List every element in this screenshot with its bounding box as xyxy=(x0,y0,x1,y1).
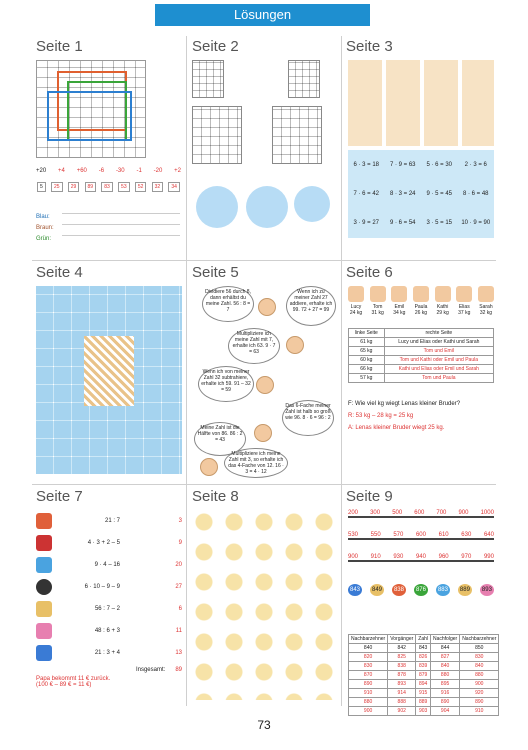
table-header: linke Seite xyxy=(349,329,385,338)
legend-rows xyxy=(62,212,180,246)
table-cell: 66 kg xyxy=(349,365,385,374)
result-box: 89 xyxy=(85,182,97,192)
number-line xyxy=(348,516,494,524)
list-item xyxy=(36,532,182,554)
table-cell: 61 kg xyxy=(349,338,385,347)
child-weight: 34 kg xyxy=(393,310,406,316)
math-cell: 7 · 9 = 63 xyxy=(389,161,416,168)
math-cell: 7 · 6 = 42 xyxy=(353,190,380,197)
shirt-icon xyxy=(36,645,52,661)
speech-bubble: Das 6-Fache meiner Zahl ist halb so groß wie 96. 8 · 6 = 96 : 2 xyxy=(282,400,334,436)
math-cell: 8 · 6 = 48 xyxy=(462,190,489,197)
child-icon xyxy=(391,286,407,302)
child-card xyxy=(456,286,472,316)
table-cell: 820 xyxy=(349,653,388,662)
gift-icon xyxy=(36,623,52,639)
nl-value: 910 xyxy=(370,554,381,560)
nl-value: 500 xyxy=(392,510,403,516)
op: -30 xyxy=(115,168,125,174)
table-row xyxy=(349,662,499,671)
balloon: 889 xyxy=(458,584,472,596)
child-icon xyxy=(478,286,494,302)
op: -20 xyxy=(153,168,163,174)
number-lines xyxy=(348,510,494,566)
pencil-icon xyxy=(36,557,52,573)
star-puzzles xyxy=(192,510,338,700)
table-cell: 880 xyxy=(349,698,388,707)
speech-bubble: Multipliziere ich meine Zahl mit 3, so erhalte ich das 4-Fache von 12. 16 · 3 = 4 · 12 xyxy=(224,448,288,478)
child-weight: 26 kg xyxy=(414,310,428,316)
table-header: Nachbarzehner xyxy=(349,635,388,644)
table-cell: 915 xyxy=(416,689,431,698)
child-weight: 29 kg xyxy=(436,310,449,316)
child-name: Paula xyxy=(414,304,428,310)
child-face xyxy=(258,298,276,316)
table-cell: 825 xyxy=(388,653,416,662)
legend-blau: Blau: xyxy=(36,214,50,220)
calculation: R: 53 kg – 28 kg = 25 kg xyxy=(348,413,414,419)
total-row xyxy=(36,664,182,676)
expression: 6 · 10 – 9 – 9 xyxy=(84,584,120,590)
table-cell: 889 xyxy=(416,698,431,707)
section-title: Seite 7 xyxy=(36,488,83,505)
question: F: Wie viel kg wiegt Lenas kleiner Bruder? xyxy=(348,401,461,407)
table-header: Nachbarzehner xyxy=(460,635,499,644)
results-row xyxy=(36,181,181,193)
table-cell: 830 xyxy=(460,653,499,662)
shopping-list xyxy=(36,510,182,688)
op: -1 xyxy=(136,168,142,174)
number-maze xyxy=(36,60,146,158)
solutions-grid xyxy=(32,36,497,714)
section-title: Seite 8 xyxy=(192,488,239,505)
child-weight: 32 kg xyxy=(479,310,493,316)
maze-path xyxy=(47,91,132,141)
nl-value: 900 xyxy=(458,510,469,516)
expression: 56 : 7 – 2 xyxy=(94,606,120,612)
table-cell: 910 xyxy=(349,689,388,698)
op: +20 xyxy=(36,168,47,174)
nl-value: 700 xyxy=(436,510,447,516)
child-card xyxy=(435,286,451,316)
table-row xyxy=(349,653,499,662)
child-name: Kathi xyxy=(436,304,449,310)
table-cell: 878 xyxy=(388,671,416,680)
table-cell: 893 xyxy=(388,680,416,689)
result-box: 53 xyxy=(118,182,130,192)
child-weight: 37 kg xyxy=(458,310,471,316)
balloon: 893 xyxy=(480,584,494,596)
table-cell: 880 xyxy=(431,671,460,680)
child-face xyxy=(286,336,304,354)
result: 11 xyxy=(175,628,182,634)
op: +2 xyxy=(174,168,181,174)
nl-value: 610 xyxy=(438,532,449,538)
nl-value: 900 xyxy=(348,554,359,560)
section-title: Seite 5 xyxy=(192,264,239,281)
speech-bubble: Meine Zahl ist die Hälfte von 86. 86 : 2 = 43 xyxy=(194,422,246,456)
nl-value: 970 xyxy=(461,554,472,560)
math-cell: 3 · 5 = 15 xyxy=(426,220,453,227)
expression: 21 : 7 xyxy=(104,518,120,524)
section-title: Seite 3 xyxy=(346,38,393,55)
table-cell: 916 xyxy=(431,689,460,698)
table-cell: 890 xyxy=(349,680,388,689)
math-cell: 5 · 6 = 30 xyxy=(426,161,453,168)
child-name: Emil xyxy=(394,304,405,310)
child-card xyxy=(370,286,386,316)
table-cell: 844 xyxy=(431,644,460,653)
legend-gruen: Grün: xyxy=(36,236,52,242)
sudoku-small xyxy=(192,60,224,98)
math-cell: 6 · 3 = 18 xyxy=(353,161,380,168)
nl-value: 600 xyxy=(414,510,425,516)
table-cell: 840 xyxy=(460,662,499,671)
result-box: 25 xyxy=(51,182,63,192)
number-wheel xyxy=(196,186,238,228)
neighbor-table xyxy=(348,634,499,716)
balloons xyxy=(348,584,494,596)
multiplication-grid xyxy=(348,150,494,238)
speech-bubble: Wenn ich von meiner Zahl 32 subtrahiere, erhalte ich 59. 91 – 32 = 59 xyxy=(198,366,254,402)
nl-value: 530 xyxy=(348,532,359,538)
child-card xyxy=(413,286,429,316)
table-cell: Lucy und Elias oder Kathi und Sarah xyxy=(384,338,493,347)
legend-braun: Braun: xyxy=(36,225,54,231)
number-line xyxy=(348,560,494,566)
table-cell: Tom und Emil xyxy=(384,347,493,356)
table-cell: 826 xyxy=(416,653,431,662)
child-card xyxy=(478,286,494,316)
math-cell: 9 · 5 = 45 xyxy=(426,190,453,197)
table-cell: 850 xyxy=(460,644,499,653)
result-box: 83 xyxy=(101,182,113,192)
nl-value: 990 xyxy=(483,554,494,560)
color-legend xyxy=(36,212,54,245)
section-title: Seite 4 xyxy=(36,264,83,281)
math-cell: 10 · 9 = 90 xyxy=(461,220,491,227)
result-box: 52 xyxy=(135,182,147,192)
table-cell: 895 xyxy=(431,680,460,689)
balloon: 876 xyxy=(414,584,428,596)
table-cell: 902 xyxy=(388,707,416,716)
child-icon xyxy=(348,286,364,302)
total-label: Insgesamt: xyxy=(135,667,166,673)
table-row xyxy=(349,707,499,716)
maze-drawing xyxy=(84,336,134,406)
result: 6 xyxy=(178,606,182,612)
change-note: Papa bekommt 11 € zurück. xyxy=(36,676,111,682)
divider xyxy=(186,36,187,706)
number-wheel xyxy=(294,186,330,222)
book-icon xyxy=(36,535,52,551)
word-problem xyxy=(348,398,494,434)
balloon: 849 xyxy=(370,584,384,596)
table-cell: 920 xyxy=(460,689,499,698)
child-name: Lucy xyxy=(350,304,362,310)
expression: 21 : 3 + 4 xyxy=(94,650,120,656)
table-cell: 830 xyxy=(349,662,388,671)
math-cell: 2 · 3 = 6 xyxy=(464,161,487,168)
result: 27 xyxy=(175,584,182,590)
table-cell: 890 xyxy=(431,698,460,707)
table-cell: 840 xyxy=(431,662,460,671)
child-face xyxy=(254,424,272,442)
result: 20 xyxy=(175,562,182,568)
expression: 9 · 4 – 16 xyxy=(94,562,120,568)
list-item xyxy=(36,598,182,620)
nl-value: 1000 xyxy=(480,510,494,516)
balloon: 883 xyxy=(436,584,450,596)
balloon: 838 xyxy=(392,584,406,596)
result-box: 29 xyxy=(68,182,80,192)
divider xyxy=(341,36,342,706)
child-weight: 31 kg xyxy=(371,310,384,316)
section-title: Seite 6 xyxy=(346,264,393,281)
number-wheel xyxy=(246,186,288,228)
child-card xyxy=(391,286,407,316)
scissors-icon xyxy=(36,513,52,529)
child-icon xyxy=(435,286,451,302)
table-cell: 842 xyxy=(388,644,416,653)
table-cell: 57 kg xyxy=(349,374,385,383)
table-cell: 894 xyxy=(416,680,431,689)
divider xyxy=(32,260,496,261)
number-line xyxy=(348,538,494,546)
speech-bubble: Wenn ich zu meiner Zahl 27 addiere, erhalte ich 99. 72 + 27 = 99 xyxy=(286,286,336,326)
child-icon xyxy=(370,286,386,302)
section-title: Seite 1 xyxy=(36,38,83,55)
eraser-icon xyxy=(36,601,52,617)
table-row xyxy=(349,698,499,707)
ops-row xyxy=(36,168,181,174)
list-item xyxy=(36,510,182,532)
math-cell: 8 · 3 = 24 xyxy=(389,190,416,197)
table-cell: 838 xyxy=(388,662,416,671)
nl-value: 960 xyxy=(438,554,449,560)
result-box: 32 xyxy=(152,182,164,192)
nl-value: 200 xyxy=(348,510,359,516)
table-header: Nachfolger xyxy=(431,635,460,644)
nl-value: 550 xyxy=(370,532,381,538)
table-cell: 888 xyxy=(388,698,416,707)
children-row xyxy=(348,286,494,316)
expression: 4 · 3 + 2 – 5 xyxy=(87,540,120,546)
table-cell: 60 kg xyxy=(349,356,385,365)
weight-table xyxy=(348,328,494,383)
table-cell: 900 xyxy=(349,707,388,716)
nl-value: 640 xyxy=(483,532,494,538)
table-cell: Tom und Kathi oder Emil und Paula xyxy=(384,356,493,365)
table-cell: 890 xyxy=(460,698,499,707)
nl-value: 570 xyxy=(393,532,404,538)
nl-value: 930 xyxy=(393,554,404,560)
solutions-header: Lösungen xyxy=(155,4,370,26)
expression: 48 : 6 + 3 xyxy=(94,628,120,634)
football-icon xyxy=(36,579,52,595)
divider xyxy=(32,484,496,485)
table-row xyxy=(349,689,499,698)
op: -6 xyxy=(98,168,105,174)
child-card xyxy=(348,286,364,316)
child-name: Sarah xyxy=(479,304,493,310)
nl-value: 940 xyxy=(415,554,426,560)
total-value: 89 xyxy=(175,667,182,673)
result: 13 xyxy=(175,650,182,656)
speech-bubble: Multipliziere ich meine Zahl mit 7, erhalte ich 63. 9 · 7 = 63 xyxy=(228,328,280,364)
table-header: Vorgänger xyxy=(388,635,416,644)
math-cell: 9 · 6 = 54 xyxy=(389,220,416,227)
table-row xyxy=(349,680,499,689)
child-name: Elias xyxy=(458,304,470,310)
result-box: 5 xyxy=(37,182,46,192)
table-cell: 880 xyxy=(460,671,499,680)
table-cell: 903 xyxy=(416,707,431,716)
table-cell: 839 xyxy=(416,662,431,671)
change-calc: (100 € – 89 € = 11 €) xyxy=(36,682,92,688)
child-face xyxy=(256,376,274,394)
table-cell: 843 xyxy=(416,644,431,653)
table-header: rechte Seite xyxy=(384,329,493,338)
table-cell: 879 xyxy=(416,671,431,680)
child-icon xyxy=(456,286,472,302)
table-cell: 65 kg xyxy=(349,347,385,356)
op: +4 xyxy=(58,168,65,174)
result: 3 xyxy=(178,518,182,524)
table-row xyxy=(349,644,499,653)
child-icon xyxy=(413,286,429,302)
sudoku-large xyxy=(272,106,322,164)
table-header: Zahl xyxy=(416,635,431,644)
list-item xyxy=(36,554,182,576)
section-title: Seite 9 xyxy=(346,488,393,505)
speech-bubble: Dividiere 56 durch 8, dann erhältst du meine Zahl. 56 : 8 = 7 xyxy=(202,286,254,322)
maze-grid xyxy=(36,286,182,474)
child-weight: 24 kg xyxy=(349,310,363,316)
table-cell: 840 xyxy=(349,644,388,653)
table-cell: 914 xyxy=(388,689,416,698)
table-cell: Kathi und Elias oder Emil und Sarah xyxy=(384,365,493,374)
table-cell: Tom und Paula xyxy=(384,374,493,383)
answer: A: Lenas kleiner Bruder wiegt 25 kg. xyxy=(348,425,445,431)
op: +60 xyxy=(76,168,87,174)
table-cell: 827 xyxy=(431,653,460,662)
sudoku-small xyxy=(288,60,320,98)
animal-pictures xyxy=(348,60,494,146)
table-row xyxy=(349,671,499,680)
child-name: Tom xyxy=(372,304,383,310)
sudoku-large xyxy=(192,106,242,164)
table-cell: 910 xyxy=(460,707,499,716)
table-cell: 900 xyxy=(460,680,499,689)
list-item xyxy=(36,620,182,642)
list-item xyxy=(36,642,182,664)
balloon: 843 xyxy=(348,584,362,596)
list-item xyxy=(36,576,182,598)
nl-value: 600 xyxy=(415,532,426,538)
result: 9 xyxy=(178,540,182,546)
math-cell: 3 · 9 = 27 xyxy=(353,220,380,227)
section-title: Seite 2 xyxy=(192,38,239,55)
nl-value: 630 xyxy=(461,532,472,538)
table-cell: 870 xyxy=(349,671,388,680)
table-cell: 904 xyxy=(431,707,460,716)
page-number: 73 xyxy=(257,718,271,732)
child-face xyxy=(200,458,218,476)
nl-value: 300 xyxy=(370,510,381,516)
result-box: 34 xyxy=(168,182,180,192)
